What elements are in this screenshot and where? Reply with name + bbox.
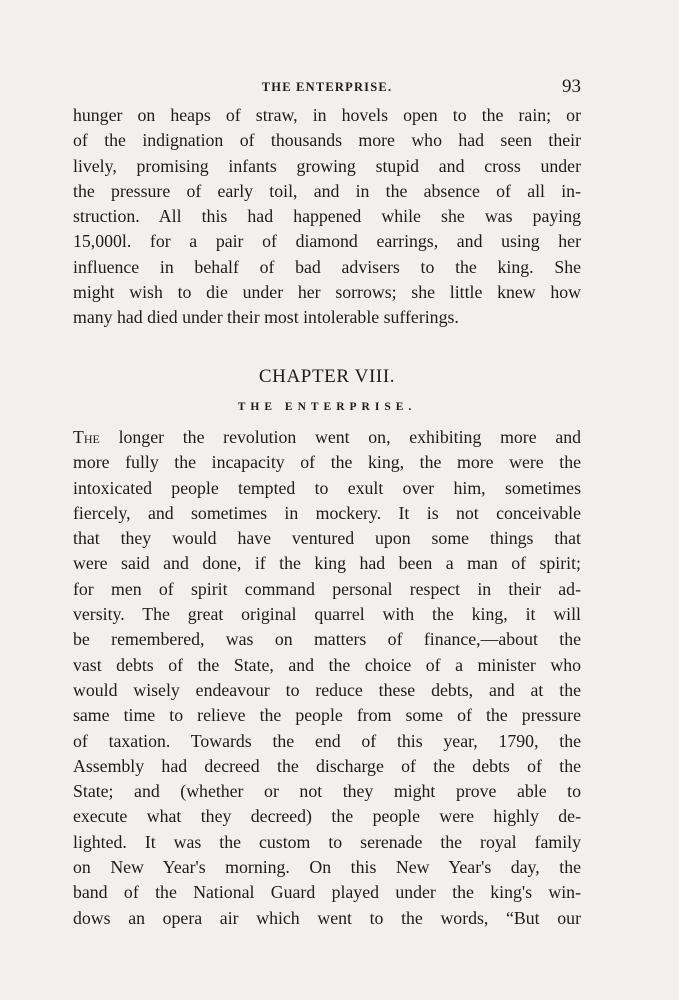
- text-line: struction. All this had happened while she was paying: [73, 206, 581, 227]
- chapter-heading: CHAPTER VIII.: [258, 366, 396, 387]
- drop-word: The: [73, 427, 100, 447]
- text-line: that they would have ventured upon some things that: [73, 528, 581, 549]
- text-line: fiercely, and sometimes in mockery. It is not conceivable: [73, 502, 581, 523]
- text-line: many had died under their most intolerable sufferings.: [73, 307, 459, 328]
- chapter-subtitle: THE ENTERPRISE.: [237, 401, 417, 413]
- running-head: [73, 76, 581, 98]
- text-line: of taxation. Towards the end of this year, 1790, the: [73, 730, 581, 751]
- text-line: of the indignation of thousands more who had seen their: [73, 130, 581, 151]
- first-line-text: longer the revolution went on, exhibiting more and: [99, 427, 581, 447]
- text-line: same time to relieve the people from some of the pressure: [73, 705, 581, 726]
- text-line: intoxicated people tempted to exult over him, sometimes: [73, 477, 581, 498]
- text-line: might wish to die under her sorrows; she little knew how: [73, 282, 581, 303]
- text-line: versity. The great original quarrel with the king, it will: [73, 604, 581, 625]
- text-line: for men of spirit command personal respect in their ad-: [73, 578, 581, 599]
- text-line: Assembly had decreed the discharge of the debts of the: [73, 755, 581, 776]
- text-line: on New Year's morning. On this New Year's day, the: [73, 857, 581, 878]
- text-line: lively, promising infants growing stupid and cross under: [73, 155, 581, 176]
- text-line: influence in behalf of bad advisers to the king. She: [73, 256, 581, 277]
- text-line: dows an opera air which went to the words, “But our: [73, 907, 581, 928]
- text-line: more fully the incapacity of the king, the more were the: [73, 452, 581, 473]
- text-line: lighted. It was the custom to serenade the royal family: [73, 831, 581, 852]
- running-title: THE ENTERPRISE.: [261, 80, 393, 94]
- text-line: execute what they decreed) the people were highly de-: [73, 806, 581, 827]
- text-line: the pressure of early toil, and in the absence of all in-: [73, 180, 581, 201]
- text-line: 15,000l. for a pair of diamond earrings, and using her: [73, 231, 581, 252]
- text-line: would wisely endeavour to reduce these debts, and at the: [73, 679, 581, 700]
- text-line: State; and (whether or not they might prove able to: [73, 781, 581, 802]
- chapter-paragraph: [73, 425, 581, 931]
- continued-paragraph: [73, 103, 581, 331]
- text-line: band of the National Guard played under the king's win-: [73, 882, 581, 903]
- text-line: were said and done, if the king had been a man of spirit;: [73, 553, 581, 574]
- text-line: hunger on heaps of straw, in hovels open to the rain; or: [73, 105, 581, 125]
- page-number: 93: [562, 76, 581, 97]
- text-line: vast debts of the State, and the choice of a minister who: [73, 654, 581, 675]
- text-line: be remembered, was on matters of finance,—about the: [73, 629, 581, 650]
- text-line-first: [73, 425, 581, 450]
